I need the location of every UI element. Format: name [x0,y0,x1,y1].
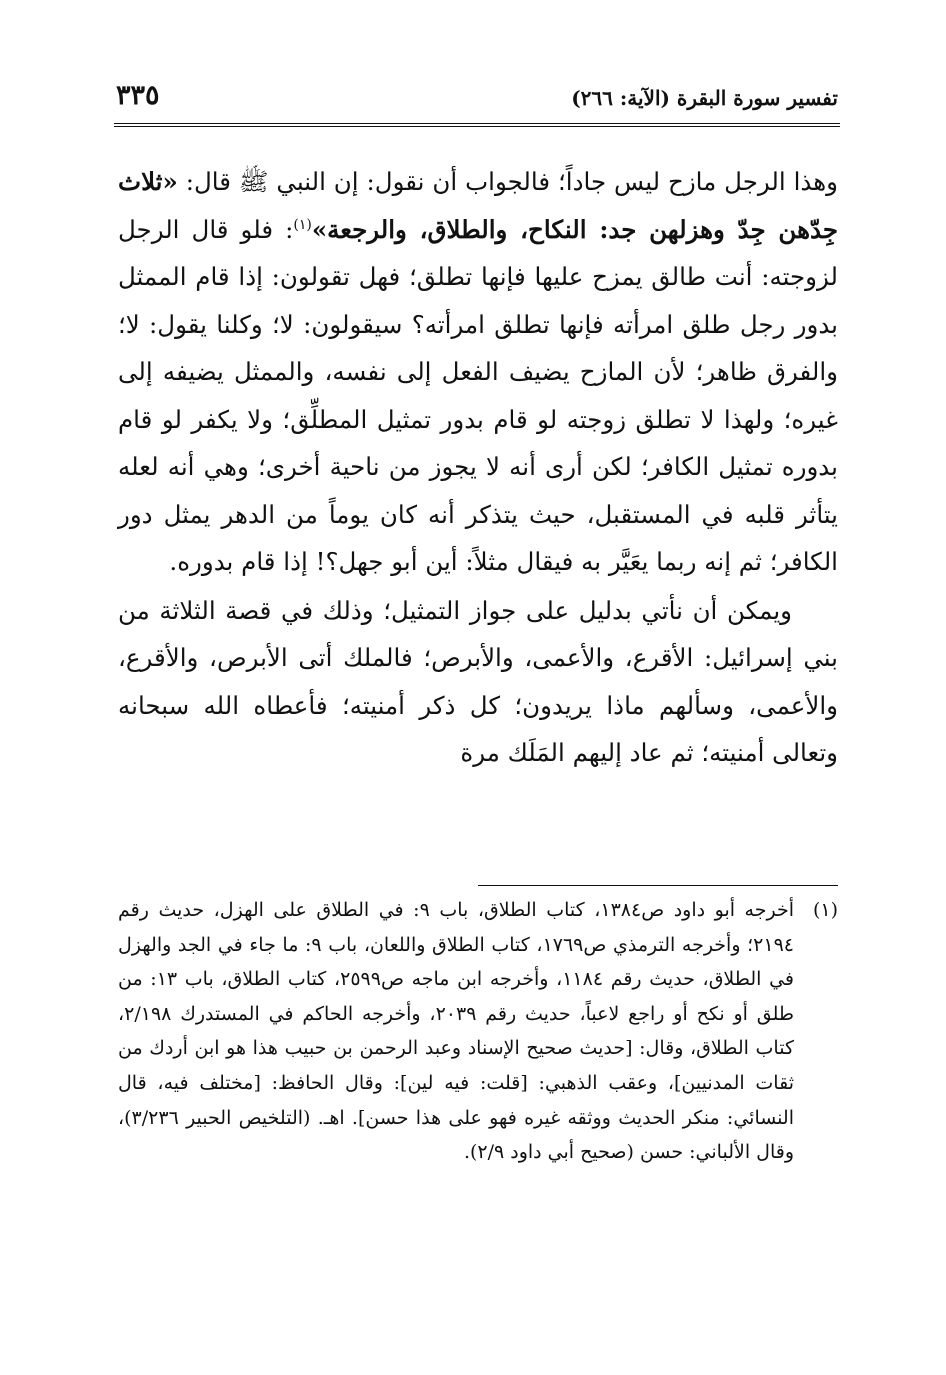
header-double-rule [114,123,840,127]
footnote-reference: (١) [293,216,312,233]
page-number: ٣٣٥ [116,80,160,111]
page-header [116,80,838,120]
paragraph-1-intro: وهذا الرجل مازح ليس جاداً؛ فالجواب أن نقول: إن النبي ﷺ قال: [177,167,838,196]
footnote-separator [478,885,838,886]
footnote-marker: (١) [812,899,838,921]
paragraph-1-rest: : فلو قال الرجل لزوجته: أنت طالق يمزح عليها فإنها تطلق؛ فهل تقولون: إذا قام الممثل بدور رجل طلق امرأته فإنها تطلق امرأته؟ سيقولون: لا؛ وكلنا يقول: لا؛ والفرق ظاهر؛ لأن المازح يضيف الفعل إلى نفسه، والممثل يضيفه إلى غيره؛ ولهذا لا تطلق زوجته لو قام بدور تمثيل المطلِّق؛ ولا يكفر لو قام بدوره تمثيل الكافر؛ لكن أرى أنه لا يجوز من ناحية أخرى؛ وهي أنه لعله يتأثر قلبه في المستقبل، حيث يتذكر أنه كان يوماً من الدهر يمثل دور الكافر؛ ثم إنه ربما يعَيَّر به فيقال مثلاً: أين أبو جهل؟! إذا قام بدوره. [118,214,838,576]
footnote [118,893,838,1170]
running-title: تفسير سورة البقرة (الآية: ٢٦٦) [571,86,838,110]
main-text [118,158,838,777]
footnote-text: أخرجه أبو داود ص١٣٨٤، كتاب الطلاق، باب ٩: في الطلاق على الهزل، حديث رقم ٢١٩٤؛ وأخرجه الترمذي ص١٧٦٩، كتاب الطلاق واللعان، باب ٩: ما جاء في الجد والهزل في الطلاق، حديث رقم ١١٨٤، وأخرجه ابن ماجه ص٢٥٩٩، كتاب الطلاق، باب ١٣: من طلق أو نكح أو راجع لاعباً، حديث رقم ٢٠٣٩، وأخرجه الحاكم في المستدرك ٢/١٩٨، كتاب الطلاق، وقال: [حديث صحيح الإسناد وعبد الرحمن بن حبيب هذا هو ابن أردك من ثقات المدنيين]، وعقب الذهبي: [قلت: فيه لين]: وقال الحافظ: [مختلف فيه، قال النسائي: منكر الحديث ووثقه غيره فهو على هذا حسن]. اهـ. (التلخيص الحبير ٣/٢٣٦)، وقال الألباني: حسن (صحيح أبي داود ٢/٩). [118,899,794,1164]
paragraph-1 [118,158,838,586]
paragraph-2: ويمكن أن نأتي بدليل على جواز التمثيل؛ وذلك في قصة الثلاثة من بني إسرائيل: الأقرع، والأعمى، والأبرص؛ فالملك أتى الأبرص، والأقرع، والأعمى، وسألهم ماذا يريدون؛ كل ذكر أمنيته؛ فأعطاه الله سبحانه وتعالى أمنيته؛ ثم عاد إليهم المَلَك مرة [118,595,838,767]
hadith-quote: «ثلاث جِدّهن جِدّ وهزلهن جد: النكاح، والطلاق، والرجعة» [118,167,838,244]
